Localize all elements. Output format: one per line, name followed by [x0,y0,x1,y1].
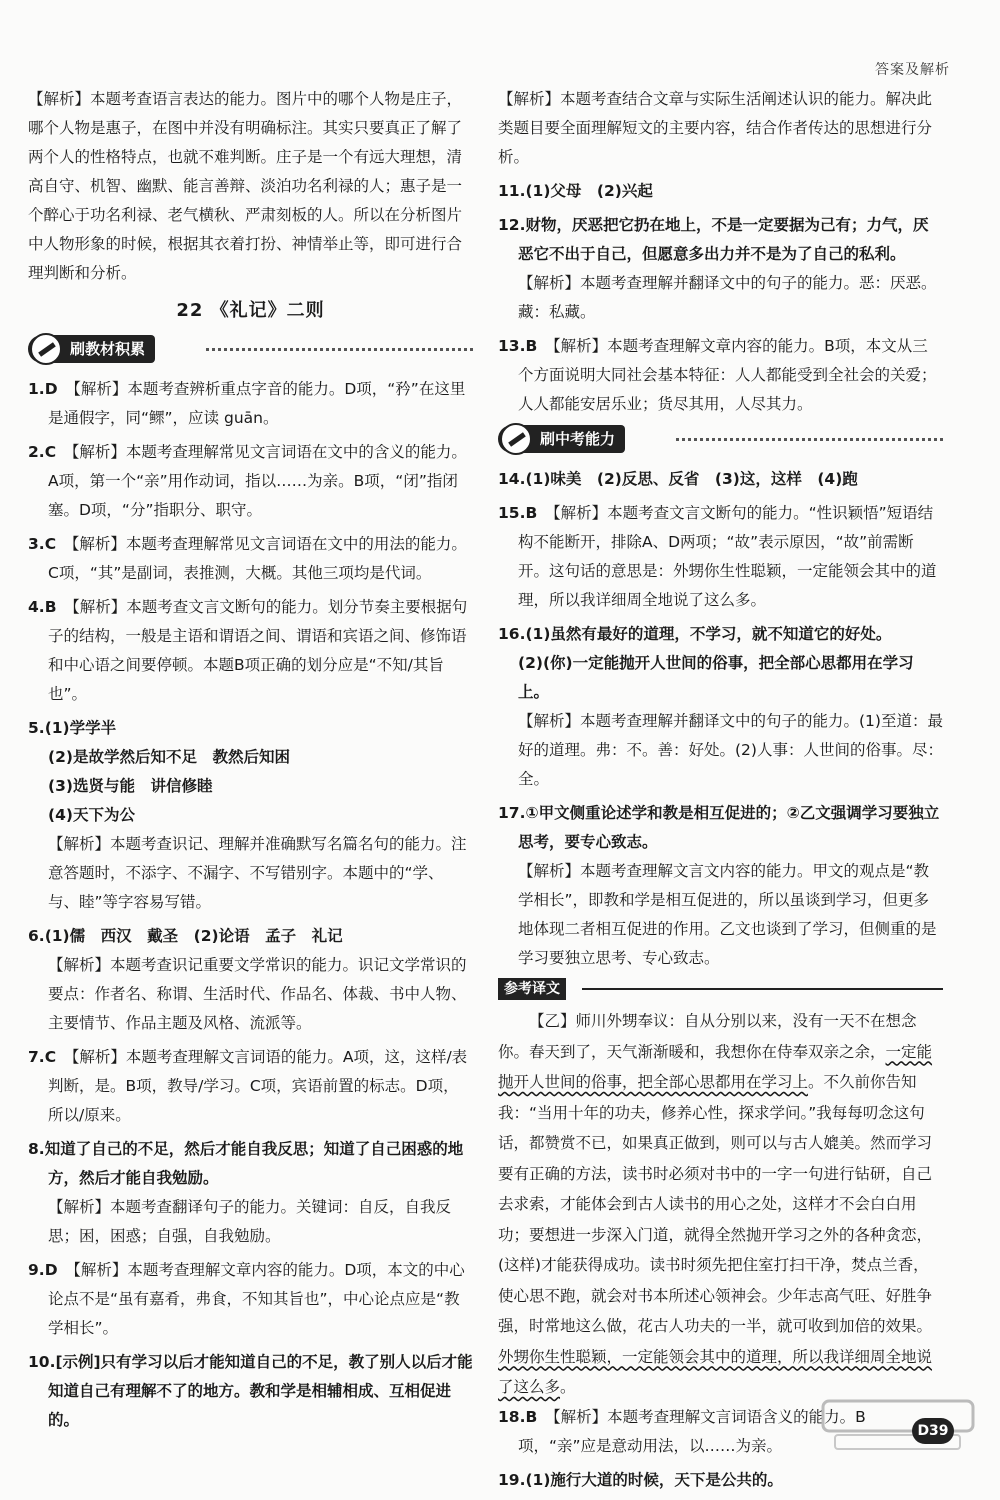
answer-item-17: 17.①甲文侧重论述学和教是相互促进的；②乙文强调学习要独立思考，要专心致志。 【解析】本题考查理解文言文内容的能力。甲文的观点是“教学相长”，即教和学是相互促进的，所以虽谈到学习，但更多地体现二者相互促进的作用。乙文也谈到了学习，但侧重的是学习要独立思考、专心致志。 [498,804,940,967]
pencil-icon [30,333,62,365]
answer-item-3: 3.C 【解析】本题考查理解常见文言词语在文中的用法的能力。C项，“其”是副词，表推测，大概。其他三项均是代词。 [28,535,467,582]
answer-item-14: 14.(1)味美 (2)反思、反省 (3)这，这样 (4)跑 [498,470,858,488]
reference-rule [582,988,943,990]
dotted-divider [676,438,943,441]
analysis-continued: 【解析】本题考查结合文章与实际生活阐述认识的能力。解决此类题目要全面理解短文的主要内容，结合作者传达的思想进行分析。 [498,90,933,166]
underlined-sentence: 外甥你生性聪颖，一定能领会其中的道理，所以我详细周全地说了这么多 [498,1347,933,1396]
answer-item-5: 5.(1)学学半 (2)是故学然后知不足 教然后知困 (3)选贤与能 讲信修睦 (4)天下为公 【解析】本题考查识记、理解并准确默写名篇名句的能力。注意答题时，不添字、不漏字、不写错别字。本题中的“学、与、睦”等字容易写错。 [28,719,467,911]
reference-translation-header [498,978,943,1000]
answer-item-2: 2.C 【解析】本题考查理解常见文言词语在文中的含义的能力。A项，第一个“亲”用作动词，指以……为亲。B项，“闭”指闭塞。D项，“分”指职分、职守。 [28,443,467,519]
right-column [498,85,943,1500]
dotted-divider [206,348,473,351]
answer-item-15: 15.B 【解析】本题考查文言文断句的能力。“性识颖悟”短语结构不能断开，排除A、D两项；“故”表示原因，“故”前需断开。这句话的意思是：外甥你生性聪颖，一定能领会其中的道理，所以我详细周全地说了这么多。 [498,504,937,609]
answer-item-19: 19.(1)施行大道的时候，天下是公共的。 [498,1470,783,1489]
reference-translation: 【乙】师川外甥奉议：自从分别以来，没有一天不在想念你。春天到了，天气渐渐暖和，我想你在侍奉双亲之余，一定能抛开人世间的俗事，把全部心思都用在学习上。不久前你告知我：“当用十年的功夫，修养心性，探求学问。”我每每叨念这句话，都赞赏不已，如果真正做到，则可以与古人媲美。然而学习要有正确的方法，读书时必须对书中的一字一句进行钻研，自己去求索，才能体会到古人读书的用心之处，这样才不会白白用功；要想进一步深入门道，就得全然抛开学习之外的各种贪恋，(这样)才能获得成功。读书时须先把住室打扫干净，焚点兰香，使心思不跑，就会对书本所述心领神会。少年志高气旺、好胜争强，时常地这么做，花古人功夫的一半，就可收到加倍的效果。外甥你生性聪颖，一定能领会其中的道理，所以我详细周全地说了这么多。 [498,1012,933,1396]
answer-item-18: 18.B 【解析】本题考查理解文言词语含义的能力。B项，“亲”应是意动用法，以……为亲。 [498,1407,866,1455]
answer-item-7: 7.C 【解析】本题考查理解文言词语的能力。A项，这，这样/表判断，是。B项，教导/学习。C项，宾语前置的标志。D项，所以/原来。 [28,1048,468,1124]
watermark-logo [815,1395,980,1455]
answer-item-13: 13.B 【解析】本题考查理解文章内容的能力。B项，本文从三个方面说明大同社会基本特征：人人都能受到全社会的关爱；人人都能安居乐业；货尽其用，人尽其力。 [498,337,937,413]
page-number: D39 [912,1418,954,1444]
header-label: 答案及解析 [875,62,950,78]
section-header-exam [498,425,943,455]
underlined-sentence: 一定能抛开人世间的俗事，把全部心思都用在学习上 [498,1042,933,1091]
lesson-title: 22 《礼记》二则 [176,300,325,321]
analysis-intro: 【解析】本题考查语言表达的能力。图片中的哪个人物是庄子，哪个人物是惠子，在图中并没有明确标注。其实只要真正了解了两个人的性格特点，也就不难判断。庄子是一个有远大理想，清高自守、机智、幽默、能言善辩、淡泊功名利禄的人；惠子是一个醉心于功名利禄、老气横秋、严肃刻板的人。所以在分析图片中人物形象的时候，根据其衣着打扮、神情举止等，即可进行合理判断和分析。 [28,90,463,282]
answer-item-10: 10.[示例]只有学习以后才能知道自己的不足，教了别人以后才能知道自己有理解不了的地方。教和学是相辅相成、互相促进的。 [28,1353,473,1429]
reference-label: 参考译文 [498,978,566,1000]
section-badge: 刷教材积累 [28,335,155,363]
answer-item-4: 4.B 【解析】本题考查文言文断句的能力。划分节奏主要根据句子的结构，一般是主语和谓语之间、谓语和宾语之间、修饰语和中心语之间要停顿。本题B项正确的划分应是“不知/其旨也”。 [28,598,468,703]
section-header-textbook [28,335,473,365]
answer-item-11: 11.(1)父母 (2)兴起 [498,182,653,200]
pencil-icon [500,423,532,455]
answer-item-16: 16.(1)虽然有最好的道理，不学习，就不知道它的好处。 (2)(你)一定能抛开人世间的俗事，把全部心思都用在学习上。 【解析】本题考查理解并翻译文中的句子的能力。(1)至道：最好的道理。弗：不。善：好处。(2)人事：人世间的俗事。尽：全。 [498,625,943,788]
left-column [28,85,473,1440]
answer-item-12: 12.财物，厌恶把它扔在地上，不是一定要据为己有；力气，厌恶它不出于自己，但愿意多出力并不是为了自己的私利。 【解析】本题考查理解并翻译文中的句子的能力。恶：厌恶。藏：私藏。 [498,216,937,321]
section-badge: 刷中考能力 [498,425,625,453]
answer-item-6: 6.(1)儒 西汉 戴圣 (2)论语 孟子 礼记 【解析】本题考查识记重要文学常识的能力。识记文学常识的要点：作者名、称谓、生活时代、作品名、体裁、书中人物、主要情节、作品主题及风格、流派等。 [28,927,467,1032]
answer-item-9: 9.D 【解析】本题考查理解文章内容的能力。D项，本文的中心论点不是“虽有嘉肴，弗食，不知其旨也”，中心论点应是“教学相长”。 [28,1261,465,1337]
answer-item-8: 8.知道了自己的不足，然后才能自我反思；知道了自己困惑的地方，然后才能自我勉励。 【解析】本题考查翻译句子的能力。关键词：自反，自我反思；困，困惑；自强，自我勉励。 [28,1140,464,1245]
answer-item-1: 1.D 【解析】本题考查辨析重点字音的能力。D项，“矜”在这里是通假字，同“鳏”，应读 guān。 [28,380,466,427]
